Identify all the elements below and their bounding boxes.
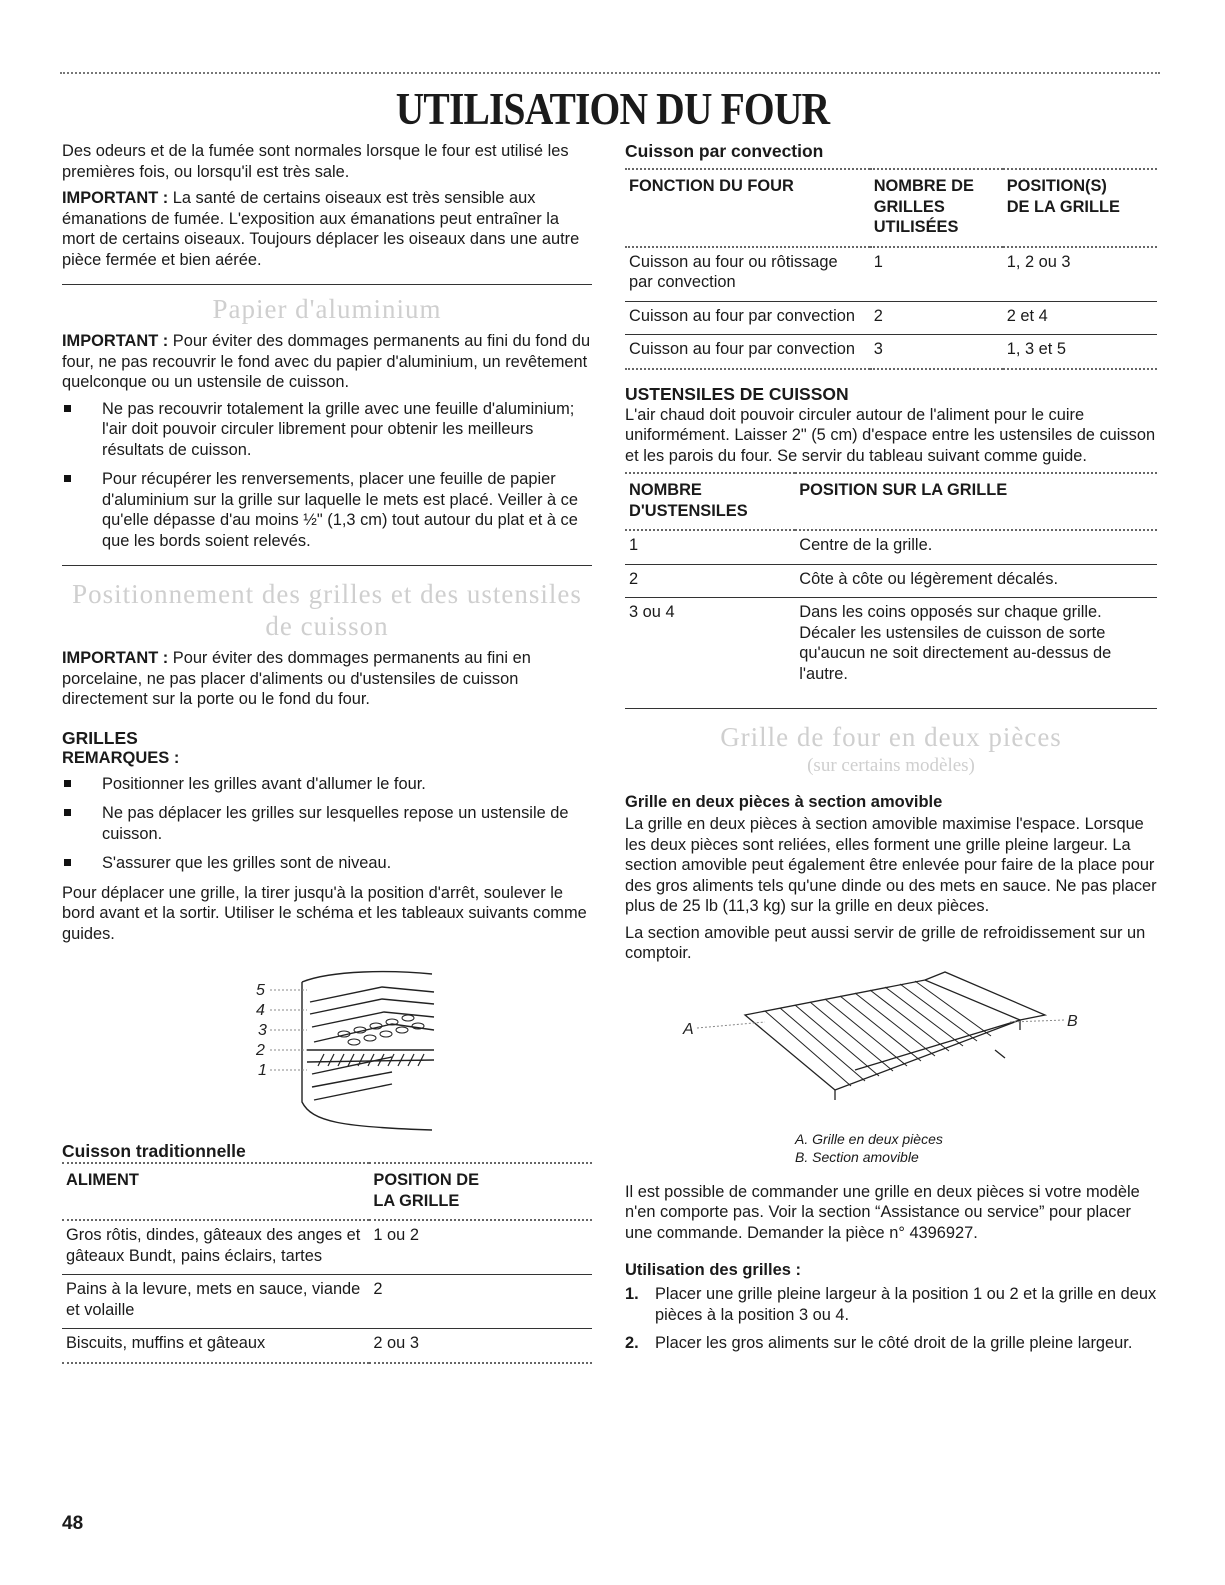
intro-important: IMPORTANT : La santé de certains oiseaux est très sensible aux émanations de fumée. L'exposition aux émanations peut entraîner la mort de certains oiseaux. Toujours déplacer les oiseaux dans une autre pièce fermée et bien aérée.	[62, 189, 580, 269]
column-header: NOMBRE DE GRILLES UTILISÉES	[870, 169, 1003, 247]
usage-steps	[625, 1284, 1157, 1354]
top-dotted-rule	[60, 72, 1160, 74]
table-row: Cuisson au four par convection 2 2 et 4	[625, 301, 1157, 335]
list-item: Positionner les grilles avant d'allumer le four.	[62, 774, 592, 795]
traditional-table	[62, 1162, 592, 1364]
foil-important: IMPORTANT : Pour éviter des dommages permanents au fini du fond du four, ne pas recouvrir le fond avec du papier d'aluminium, un revêtement quelconque ou un ustensile de cuisson.	[62, 332, 591, 391]
list-item: Ne pas déplacer les grilles sur lesquelles repose un ustensile de cuisson.	[62, 803, 592, 844]
table-row: 3 ou 4 Dans les coins opposés sur chaque grille. Décaler les ustensiles de cuisson de sorte qu'aucun ne soit directement au-dessus de l'autre.	[629, 603, 1112, 683]
column-header: POSITION SUR LA GRILLE	[795, 473, 1157, 530]
split-rack-paragraph: La grille en deux pièces à section amovible maximise l'espace. Lorsque les deux pièces sont reliées, elles forment une grille pleine largeur. La section amovible peut également être enlevée pour faire de la place pour des gros aliments tels qu'une dinde ou des mets en sauce. Ne pas placer plus de 25 lb (11,3 kg) sur la grille en deux pièces.	[625, 815, 1157, 915]
bullet-icon	[64, 405, 71, 412]
section-divider	[62, 565, 592, 566]
table-row: Cuisson au four par convection 3 1, 3 et 5	[625, 335, 1157, 369]
column-header: ALIMENT	[62, 1163, 369, 1220]
split-rack-diagram	[625, 970, 1157, 1130]
utensils-paragraph: L'air chaud doit pouvoir circuler autour de l'aliment pour le cuire uniformément. Laisser 2" (5 cm) d'espace entre les ustensiles de cuisson et les parois du four. Se servir du tableau suivant comme guide.	[625, 405, 1156, 465]
rack-position-3-label: 3	[258, 1022, 267, 1039]
move-rack-paragraph: Pour déplacer une grille, la tirer jusqu'à la position d'arrêt, soulever le bord avant et la sortir. Utiliser le schéma et les tableaux suivants comme guides.	[62, 883, 587, 943]
positioning-important: IMPORTANT : Pour éviter des dommages permanents au fini en porcelaine, ne pas placer d'aliments ou d'ustensiles de cuisson directement sur la porte ou le fond du four.	[62, 649, 531, 708]
convection-heading: Cuisson par convection	[625, 141, 824, 161]
rack-position-4-label: 4	[256, 1002, 265, 1019]
bullet-icon	[64, 809, 71, 816]
convection-table	[625, 168, 1157, 370]
usage-heading: Utilisation des grilles :	[625, 1261, 802, 1279]
column-header: NOMBRE D'USTENSILES	[625, 473, 795, 530]
utensils-table	[625, 472, 1157, 692]
list-item: 1. Placer une grille pleine largeur à la position 1 ou 2 et la grille en deux pièces à la position 3 ou 4.	[625, 1285, 1157, 1324]
bullet-icon	[64, 780, 71, 787]
list-item: 2. Placer les gros aliments sur le côté droit de la grille pleine largeur.	[625, 1334, 1133, 1352]
rack-position-1-label: 1	[258, 1062, 267, 1079]
list-item: Ne pas recouvrir totalement la grille avec une feuille d'aluminium; l'air doit pouvoir circuler librement pour obtenir les meilleurs résultats de cuisson.	[62, 399, 592, 461]
split-rack-subtitle: Grille en deux pièces à section amovible	[625, 793, 943, 811]
left-column	[62, 141, 592, 1364]
foil-heading: Papier d'aluminium	[212, 294, 442, 324]
list-item: S'assurer que les grilles sont de niveau.	[62, 853, 592, 874]
label-b: B	[1067, 1012, 1078, 1030]
utensils-heading: USTENSILES DE CUISSON	[625, 383, 849, 404]
page-title: UTILISATION DU FOUR	[395, 83, 830, 134]
split-rack-illustration	[625, 970, 1157, 1130]
table-row: Biscuits, muffins et gâteaux 2 ou 3	[62, 1329, 592, 1363]
foil-bullets	[62, 399, 592, 552]
split-rack-subheading: (sur certains modèles)	[807, 755, 975, 776]
remarques-list	[62, 774, 592, 874]
bullet-icon	[64, 859, 71, 866]
table-row: 1 Centre de la grille.	[625, 530, 1157, 564]
list-item: Pour récupérer les renversements, placer une feuille de papier d'aluminium sur la grille sur laquelle le mets est placé. Veiller à ce qu'elle dépasse d'au moins ½" (1,3 cm) tout autour du plat et à ce que les bords soient relevés.	[62, 469, 592, 551]
traditional-heading: Cuisson traditionnelle	[62, 1141, 246, 1161]
order-paragraph: Il est possible de commander une grille en deux pièces si votre modèle n'en comporte pas. Voir la section “Assistance ou service” pour placer une commande. Demander la pièce n° 4396927.	[625, 1182, 1140, 1242]
section-divider	[625, 708, 1157, 709]
page-number: 48	[62, 1513, 84, 1534]
column-header: POSITION(S) DE LA GRILLE	[1003, 169, 1157, 247]
positioning-heading: Positionnement des grilles et des ustensiles de cuisson	[72, 579, 582, 641]
rack-position-5-label: 5	[256, 982, 265, 999]
caption-b: B. Section amovible	[795, 1148, 919, 1165]
table-row: Gros rôtis, dindes, gâteaux des anges et gâteaux Bundt, pains éclairs, tartes 1 ou 2	[62, 1220, 592, 1275]
table-row: 2 Côte à côte ou légèrement décalés.	[625, 564, 1157, 598]
table-row: Pains à la levure, mets en sauce, viande et volaille 2	[62, 1275, 592, 1329]
oven-rack-illustration	[62, 962, 592, 1137]
rack-position-diagram	[62, 962, 592, 1137]
column-header: POSITION DE LA GRILLE	[369, 1163, 592, 1220]
caption-a: A. Grille en deux pièces	[795, 1130, 943, 1147]
section-divider	[62, 284, 592, 285]
right-column	[625, 141, 1157, 1362]
intro-paragraph: Des odeurs et de la fumée sont normales lorsque le four est utilisé les premières fois, ou lorsqu'il est très sale.	[62, 142, 569, 181]
remarques-heading: REMARQUES :	[62, 748, 180, 767]
split-rack-heading: Grille de four en deux pièces	[720, 722, 1062, 752]
column-header: FONCTION DU FOUR	[625, 169, 870, 247]
label-a: A	[683, 1020, 694, 1038]
bullet-icon	[64, 475, 71, 482]
cooling-rack-paragraph: La section amovible peut aussi servir de grille de refroidissement sur un comptoir.	[625, 923, 1146, 962]
rack-position-2-label: 2	[256, 1042, 265, 1059]
grilles-heading: GRILLES	[62, 727, 138, 748]
table-row: Cuisson au four ou rôtissage par convection 1 1, 2 ou 3	[625, 247, 1157, 302]
